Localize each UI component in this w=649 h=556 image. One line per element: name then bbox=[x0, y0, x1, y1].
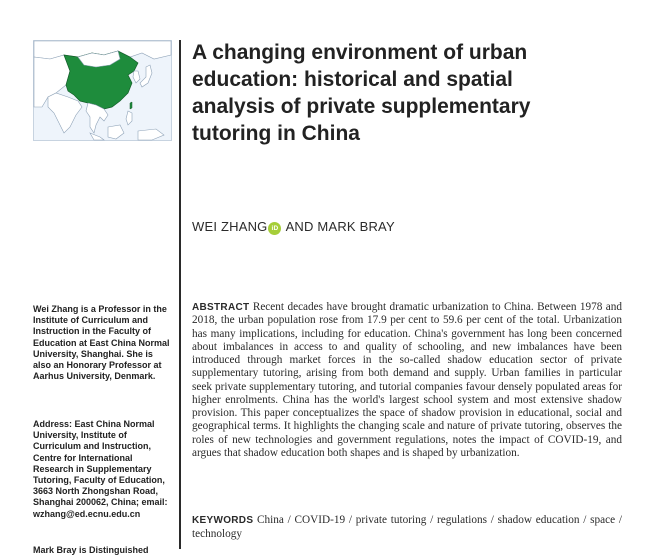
asia-map-graphic bbox=[34, 41, 171, 140]
column-divider bbox=[179, 40, 181, 549]
abstract-heading: ABSTRACT bbox=[192, 302, 250, 313]
keyword-item: China bbox=[257, 514, 284, 526]
keywords bbox=[192, 514, 622, 541]
abstract bbox=[192, 301, 622, 460]
author-address: Address: East China Normal University, Institute of Curriculum and Instruction, Centre for International Research in Supplementary Tutoring, Faculty of Education, 3663 North Zhongshan Road, Shanghai 200062, China; email: wzhang@ed.ecnu.edu.cn bbox=[33, 419, 168, 519]
keyword-item: space bbox=[590, 514, 616, 526]
author-bio: Wei Zhang is a Professor in the Institute of Curriculum and Instruction in the Faculty of Education at East China Normal University, Shanghai. She is also an Honorary Professor at Aarhus University, Denmark. bbox=[33, 304, 170, 382]
keyword-separator: / bbox=[283, 514, 295, 526]
orcid-icon[interactable]: iD bbox=[268, 222, 281, 235]
abstract-text: Recent decades have brought dramatic urbanization to China. Between 1978 and 2018, the urban population rose from 17.9 per cent to 59.6 per cent of the total. Urbanization has many implications, including for education. China's government has long been concerned about imbalances in access to and quality of schooling, and new imbalances have been introduced through market forces in the so-called shadow education sector of private supplementary tutoring, arising from both demand and supply. Urban families in particular seek private supplementary tutoring, and tutorial companies favour densely populated areas for higher enrolments. China has the world's largest school system and most extensive shadow provision. This paper conceptualizes the space of shadow provision in educational, social and geographical terms. It highlights the changing scale and nature of private tutoring, observes the roles of new technologies and government regulations, notes the impact of COVID-19, and argues that shadow education both shapes and is shaped by urbanization. bbox=[192, 301, 623, 459]
keyword-item: shadow education bbox=[497, 514, 580, 526]
keyword-separator: / bbox=[579, 514, 591, 526]
keyword-item: regulations bbox=[437, 514, 488, 526]
article-title: A changing environment of urban education: historical and spatial analysis of private supplementary tutoring in China bbox=[192, 41, 531, 145]
keyword-item: private tutoring bbox=[355, 514, 427, 526]
keyword-item: COVID-19 bbox=[294, 514, 346, 526]
keyword-separator: / bbox=[615, 514, 622, 526]
keyword-separator: / bbox=[345, 514, 356, 526]
china-locator-map bbox=[33, 40, 172, 141]
author-name-1: WEI ZHANG bbox=[192, 219, 268, 234]
author-bio-2-partial: Mark Bray is Distinguished bbox=[33, 545, 149, 555]
taiwan-island bbox=[130, 102, 132, 109]
keyword-separator: / bbox=[426, 514, 438, 526]
keyword-item: technology bbox=[192, 527, 242, 540]
keywords-list bbox=[192, 514, 622, 540]
keyword-separator: / bbox=[487, 514, 498, 526]
author-name-2: AND MARK BRAY bbox=[282, 219, 395, 234]
keywords-heading: KEYWORDS bbox=[192, 515, 254, 526]
author-line bbox=[192, 219, 395, 235]
